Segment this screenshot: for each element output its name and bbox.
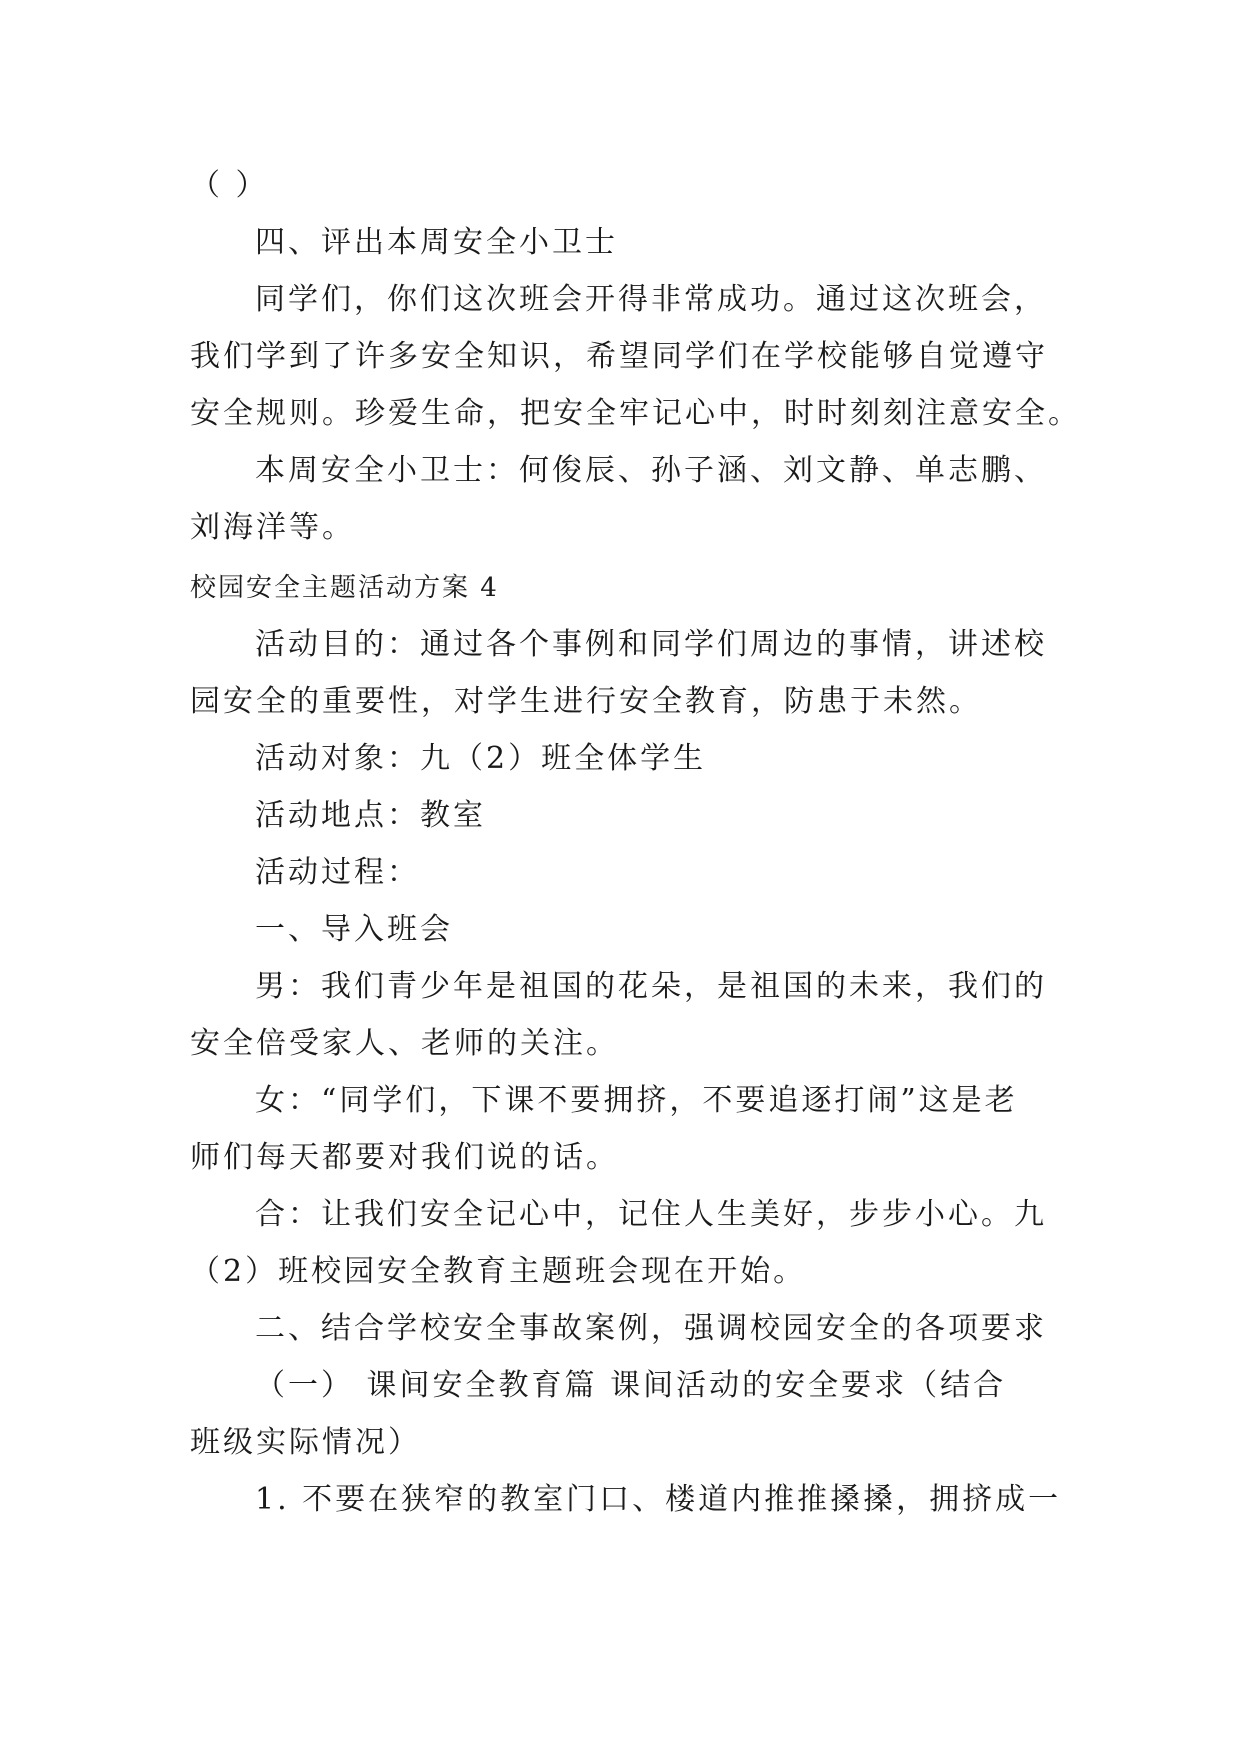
- paragraph-line: 男：我们青少年是祖国的花朵，是祖国的未来，我们的: [255, 969, 1047, 1004]
- paragraph-line: 刘海洋等。: [190, 510, 355, 545]
- paragraph-line: 同学们，你们这次班会开得非常成功。通过这次班会，: [255, 282, 1047, 317]
- paragraph-line: 活动对象：九（2）班全体学生: [255, 741, 707, 776]
- section-heading: 四、评出本周安全小卫士: [255, 225, 618, 260]
- paragraph-line: （一） 课间安全教育篇 课间活动的安全要求（结合: [255, 1368, 1007, 1403]
- paragraph-line: 我们学到了许多安全知识，希望同学们在学校能够自觉遵守: [190, 339, 1048, 374]
- section-heading: 二、结合学校安全事故案例，强调校园安全的各项要求: [255, 1311, 1047, 1346]
- paragraph-line: 班级实际情况）: [190, 1425, 421, 1460]
- paragraph-line: 园安全的重要性，对学生进行安全教育，防患于未然。: [190, 684, 982, 719]
- paragraph-line: 师们每天都要对我们说的话。: [190, 1140, 619, 1175]
- paragraph-line: 1. 不要在狭窄的教室门口、楼道内推推搡搡，拥挤成一: [255, 1482, 1062, 1517]
- paragraph-line: 安全规则。珍爱生命，把安全牢记心中，时时刻刻注意安全。: [190, 396, 1081, 431]
- paragraph-line: 活动目的：通过各个事例和同学们周边的事情，讲述校: [255, 627, 1047, 662]
- text-line: （ ）: [190, 168, 269, 203]
- document-title: 校园安全主题活动方案 4: [190, 573, 499, 603]
- paragraph-line: 女：“同学们，下课不要拥挤，不要追逐打闹”这是老: [255, 1083, 1018, 1118]
- paragraph-line: 安全倍受家人、老师的关注。: [190, 1026, 619, 1061]
- paragraph-line: 合：让我们安全记心中，记住人生美好，步步小心。九: [255, 1197, 1047, 1232]
- section-heading: 一、导入班会: [255, 912, 453, 947]
- paragraph-line: 活动地点：教室: [255, 798, 486, 833]
- paragraph-line: （2）班校园安全教育主题班会现在开始。: [190, 1254, 807, 1289]
- paragraph-line: 活动过程：: [255, 855, 420, 890]
- paragraph-line: 本周安全小卫士：何俊辰、孙子涵、刘文静、单志鹏、: [255, 453, 1047, 488]
